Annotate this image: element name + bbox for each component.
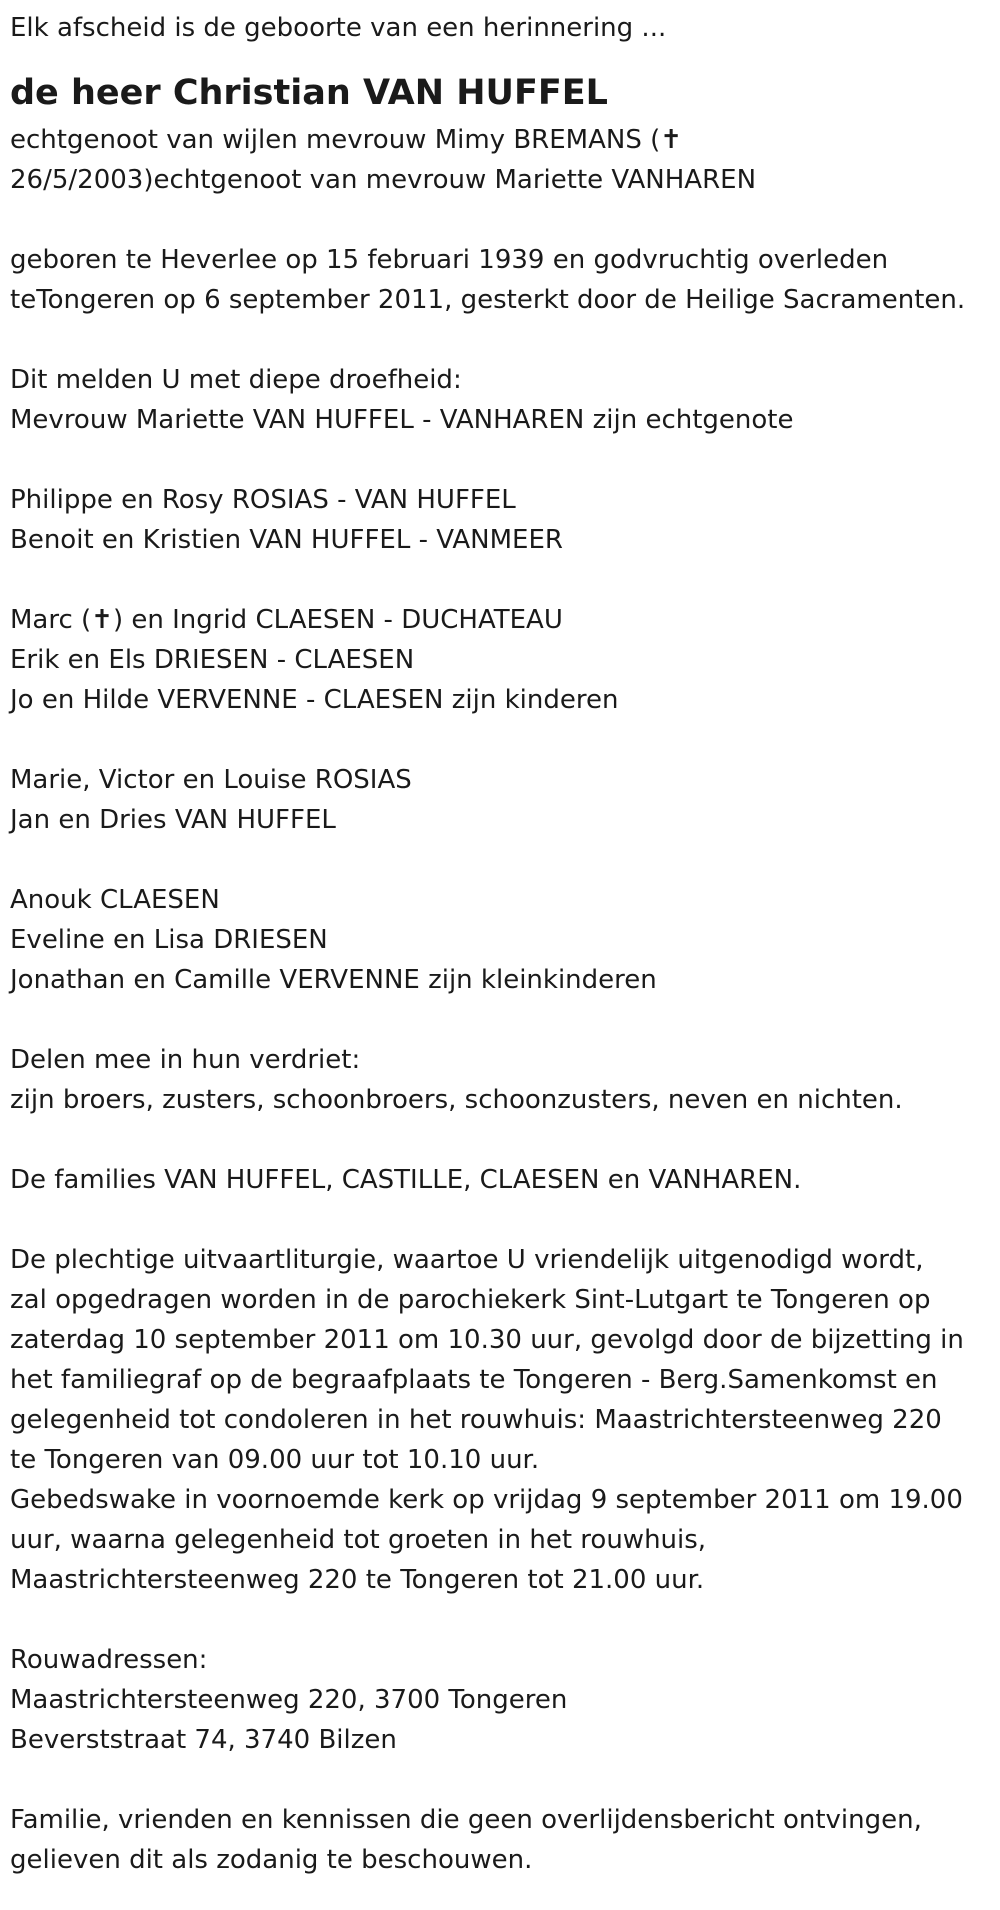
ceremony-line: De plechtige uitvaartliturgie, waartoe U vriendelijk uitgenodigd wordt,: [10, 1245, 924, 1275]
ceremony-line: te Tongeren van 09.00 uur tot 10.10 uur.: [10, 1445, 540, 1475]
sharing-line: zijn broers, zusters, schoonbroers, schoonzusters, neven en nichten.: [10, 1085, 903, 1115]
grandchildren-group-b: [10, 880, 990, 1000]
family-line: Benoit en Kristien VAN HUFFEL - VANMEER: [10, 525, 563, 555]
ceremony-line: Maastrichtersteenweg 220 te Tongeren tot 21.00 uur.: [10, 1565, 705, 1595]
family-line: Jan en Dries VAN HUFFEL: [10, 805, 336, 835]
intro-text: Elk afscheid is de geboorte van een herinnering ...: [10, 13, 667, 43]
address-section: [10, 1640, 990, 1760]
family-line: Eveline en Lisa DRIESEN: [10, 925, 328, 955]
family-line: Erik en Els DRIESEN - CLAESEN: [10, 645, 415, 675]
family-line: Anouk CLAESEN: [10, 885, 220, 915]
family-line: Marc (✝) en Ingrid CLAESEN - DUCHATEAU: [10, 605, 563, 635]
families-line: De families VAN HUFFEL, CASTILLE, CLAESEN en VANHAREN.: [10, 1165, 802, 1195]
children-group-b: [10, 600, 990, 720]
announce-line: Mevrouw Mariette VAN HUFFEL - VANHAREN zijn echtgenote: [10, 405, 794, 435]
announce-line: Dit melden U met diepe droefheid:: [10, 365, 462, 395]
closing-line: gelieven dit als zodanig te beschouwen.: [10, 1845, 533, 1875]
family-line: Marie, Victor en Louise ROSIAS: [10, 765, 412, 795]
spouse-line: 26/5/2003)echtgenoot van mevrouw Mariette VANHAREN: [10, 165, 757, 195]
ceremony-line: zaterdag 10 september 2011 om 10.30 uur, gevolgd door de bijzetting in: [10, 1325, 964, 1355]
address-line: Maastrichtersteenweg 220, 3700 Tongeren: [10, 1685, 568, 1715]
children-group-a: [10, 480, 990, 560]
sharing-line: Delen mee in hun verdriet:: [10, 1045, 361, 1075]
ceremony-line: Gebedswake in voornoemde kerk op vrijdag 9 september 2011 om 19.00: [10, 1485, 963, 1515]
family-line: Philippe en Rosy ROSIAS - VAN HUFFEL: [10, 485, 516, 515]
sharing-section: [10, 1040, 990, 1120]
closing-section: [10, 1800, 990, 1880]
grandchildren-group-a: [10, 760, 990, 840]
address-heading: Rouwadressen:: [10, 1645, 208, 1675]
announce-section: [10, 360, 990, 440]
family-line: Jo en Hilde VERVENNE - CLAESEN zijn kinderen: [10, 685, 619, 715]
ceremony-line: uur, waarna gelegenheid tot groeten in het rouwhuis,: [10, 1525, 707, 1555]
ceremony-line: gelegenheid tot condoleren in het rouwhuis: Maastrichtersteenweg 220: [10, 1405, 942, 1435]
ceremony-line: het familiegraf op de begraafplaats te Tongeren - Berg.Samenkomst en: [10, 1365, 938, 1395]
spouse-section: [10, 120, 990, 200]
birth-death-section: [10, 240, 990, 320]
birth-line: teTongeren op 6 september 2011, gesterkt door de Heilige Sacramenten.: [10, 285, 966, 315]
birth-line: geboren te Heverlee op 15 februari 1939 en godvruchtig overleden: [10, 245, 889, 275]
deceased-name: de heer Christian VAN HUFFEL: [10, 73, 608, 113]
family-line: Jonathan en Camille VERVENNE zijn kleinkinderen: [10, 965, 657, 995]
closing-line: Familie, vrienden en kennissen die geen overlijdensbericht ontvingen,: [10, 1805, 922, 1835]
spouse-line: echtgenoot van wijlen mevrouw Mimy BREMANS (✝: [10, 125, 683, 155]
address-line: Beverststraat 74, 3740 Bilzen: [10, 1725, 397, 1755]
ceremony-line: zal opgedragen worden in de parochiekerk Sint-Lutgart te Tongeren op: [10, 1285, 931, 1315]
ceremony-section: [10, 1240, 990, 1600]
